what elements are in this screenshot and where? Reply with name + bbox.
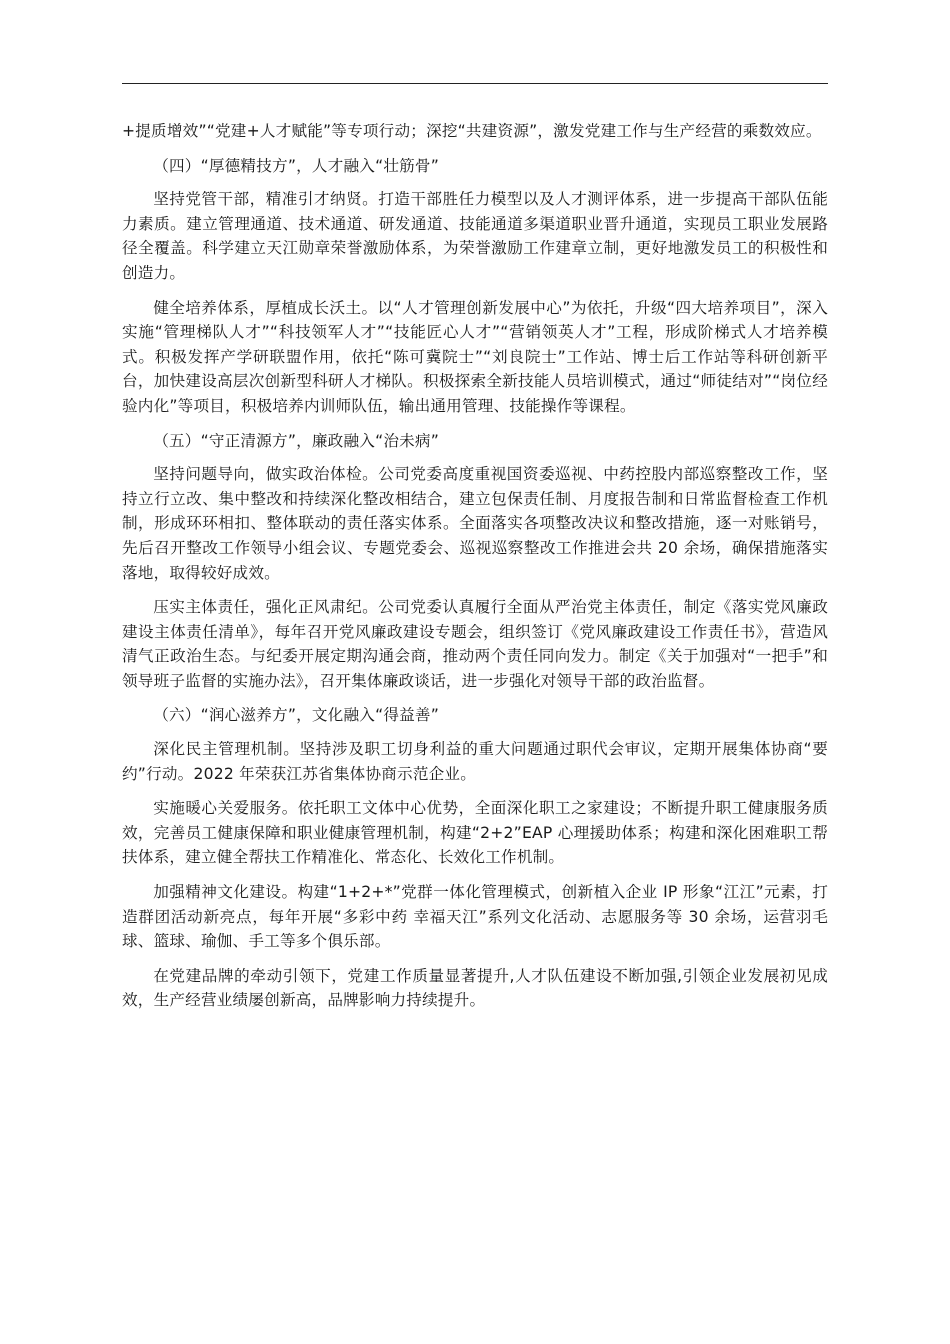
header-rule	[122, 83, 828, 84]
closing-paragraph: 在党建品牌的牵动引领下，党建工作质量显著提升,人才队伍建设不断加强,引领企业发展初见成效，生产经营业绩屡创新高，品牌影响力持续提升。	[122, 966, 828, 1010]
section-heading-4: （四）“厚德精技方”，人才融入“壮筋骨”	[153, 156, 440, 175]
body-paragraph: 健全培养体系，厚植成长沃土。以“人才管理创新发展中心”为依托，升级“四大培养项目”，深入实施“管理梯队人才”“科技领军人才”“技能匠心人才”“营销领英人才”工程，形成阶梯式人才培养模式。积极发挥产学研联盟作用，依托“陈可冀院士”“刘良院士”工作站、博士后工作站等科研创新平台，加快建设高层次创新型科研人才梯队。积极探索全新技能人员培训模式，通过“师徒结对”“岗位经验内化”等项目，积极培养内训师队伍，输出通用管理、技能操作等课程。	[122, 298, 828, 415]
section-heading-5: （五）“守正清源方”，廉政融入“治未病”	[153, 431, 440, 450]
body-paragraph: 压实主体责任，强化正风肃纪。公司党委认真履行全面从严治党主体责任，制定《落实党风廉政建设主体责任清单》，每年召开党风廉政建设专题会，组织签订《党风廉政建设工作责任书》，营造风清气正政治生态。与纪委开展定期沟通会商，推动两个责任同向发力。制定《关于加强对“一把手”和领导班子监督的实施办法》，召开集体廉政谈话，进一步强化对领导干部的政治监督。	[122, 598, 828, 690]
body-paragraph: 坚持问题导向，做实政治体检。公司党委高度重视国资委巡视、中药控股内部巡察整改工作，坚持立行立改、集中整改和持续深化整改相结合，建立包保责任制、月度报告制和日常监督检查工作机制，形成环环相扣、整体联动的责任落实体系。全面落实各项整改决议和整改措施，逐一对账销号，先后召开整改工作领导小组会议、专题党委会、巡视巡察整改工作推进会共 20 余场，确保措施落实落地，取得较好成效。	[122, 465, 828, 582]
continuation-paragraph: +提质增效”“党建+人才赋能”等专项行动；深挖“共建资源”，激发党建工作与生产经营的乘数效应。	[122, 122, 822, 140]
body-paragraph: 深化民主管理机制。坚持涉及职工切身利益的重大问题通过职代会审议，定期开展集体协商“要约”行动。2022 年荣获江苏省集体协商示范企业。	[122, 740, 828, 783]
section-heading-6: （六）“润心滋养方”，文化融入“得益善”	[153, 706, 440, 725]
body-paragraph: 加强精神文化建设。构建“1+2+*”党群一体化管理模式，创新植入企业 IP 形象“江江”元素，打造群团活动新亮点，每年开展“多彩中药 幸福天江”系列文化活动、志愿服务等 30 余场，运营羽毛球、篮球、瑜伽、手工等多个俱乐部。	[122, 883, 828, 951]
body-paragraph: 坚持党管干部，精准引才纳贤。打造干部胜任力模型以及人才测评体系，进一步提高干部队伍能力素质。建立管理通道、技术通道、研发通道、技能通道多渠道职业晋升通道，实现员工职业发展路径全覆盖。科学建立天江勋章荣誉激励体系，为荣誉激励工作建章立制，更好地激发员工的积极性和创造力。	[122, 190, 828, 282]
body-paragraph: 实施暖心关爱服务。依托职工文体中心优势，全面深化职工之家建设；不断提升职工健康服务质效，完善员工健康保障和职业健康管理机制，构建“2+2”EAP 心理援助体系；构建和深化困难职工帮扶体系，建立健全帮扶工作精准化、常态化、长效化工作机制。	[122, 799, 828, 867]
document-body	[122, 119, 828, 1023]
